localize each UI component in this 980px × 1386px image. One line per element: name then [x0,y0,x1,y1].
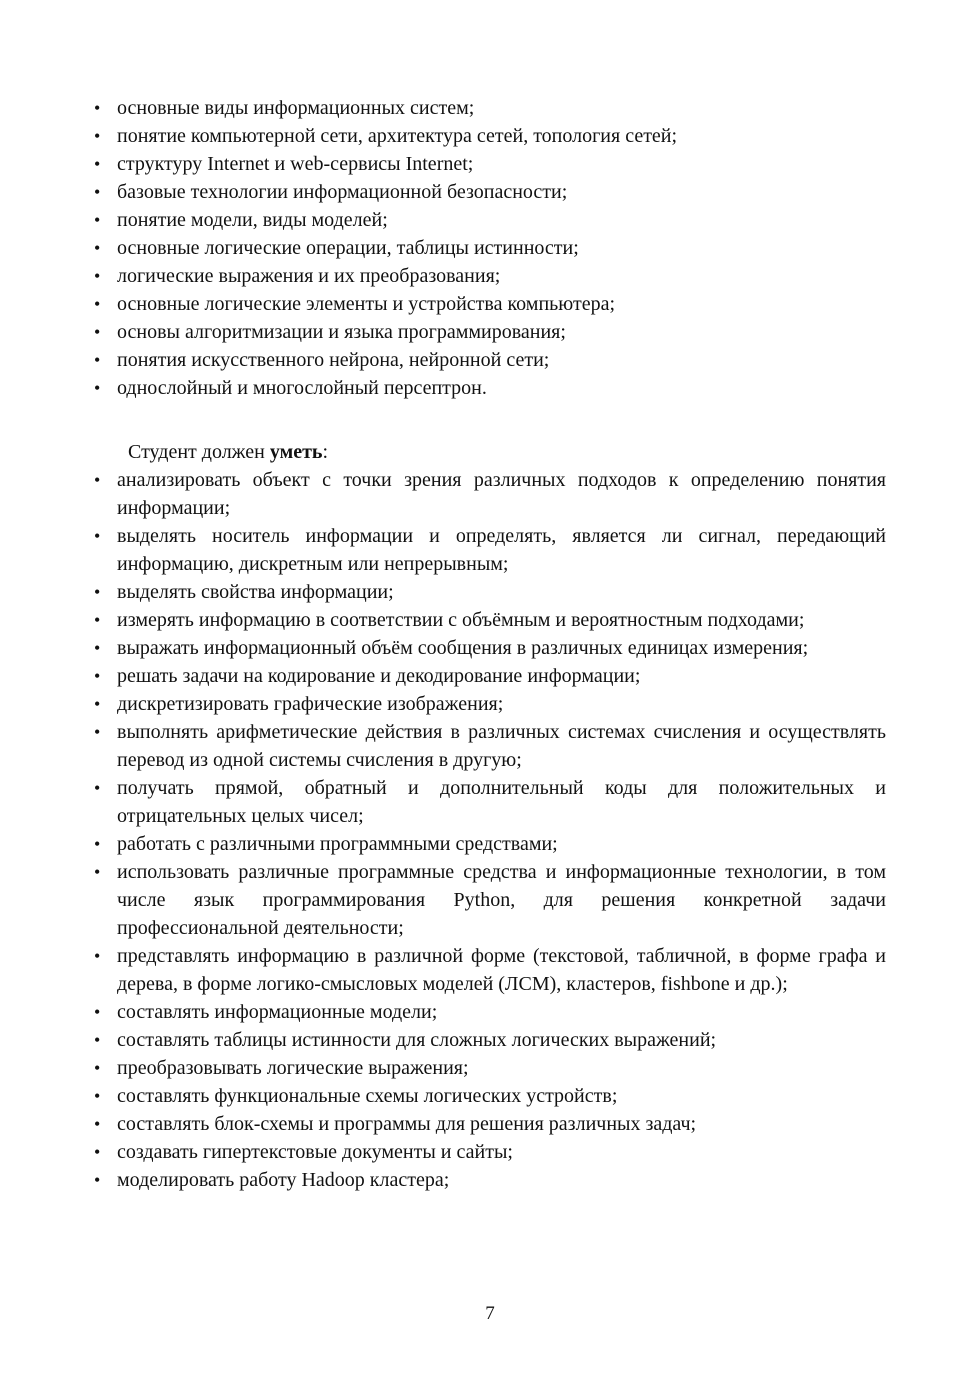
bullet-icon: • [94,862,101,882]
bullet-icon: • [94,470,101,490]
list-item: • понятие модели, виды моделей; [92,206,886,234]
section-gap [92,402,886,438]
bullet-icon: • [94,1030,101,1050]
bullet-icon: • [94,238,101,258]
list-item: • измерять информацию в соответствии с объёмным и вероятностным подходами; [92,606,886,634]
bullet-icon: • [94,526,101,546]
list-item: • однослойный и многослойный персептрон. [92,374,886,402]
list-item: • создавать гипертекстовые документы и сайты; [92,1138,886,1166]
list-item: • основные логические операции, таблицы истинности; [92,234,886,262]
list-item: • дискретизировать графические изображения; [92,690,886,718]
list-item: • работать с различными программными средствами; [92,830,886,858]
bullet-icon: • [94,834,101,854]
bullet-icon: • [94,722,101,742]
list-item: • получать прямой, обратный и дополнительный коды для положительных и отрицательных целых чисел; [92,774,886,830]
list-item: • понятия искусственного нейрона, нейронной сети; [92,346,886,374]
page-number: 7 [485,1303,495,1324]
bullet-icon: • [94,1058,101,1078]
list-item: • представлять информацию в различной форме (текстовой, табличной, в форме графа и дерева, в форме логико-смысловых моделей (ЛСМ), кластеров, fishbone и др.); [92,942,886,998]
list-item: • выделять свойства информации; [92,578,886,606]
bullet-icon: • [94,154,101,174]
list-item: • составлять информационные модели; [92,998,886,1026]
skills-heading: Студент должен уметь: [128,441,329,463]
bullet-icon: • [94,666,101,686]
list-item: • составлять таблицы истинности для сложных логических выражений; [92,1026,886,1054]
list-item: • выполнять арифметические действия в различных системах счисления и осуществлять перевод из одной системы счисления в другую; [92,718,886,774]
bullet-icon: • [94,638,101,658]
list-item: • составлять функциональные схемы логических устройств; [92,1082,886,1110]
knowledge-list [92,94,886,402]
skills-heading-bold: уметь [269,441,323,463]
bullet-icon: • [94,98,101,118]
bullet-icon: • [94,1086,101,1106]
bullet-icon: • [94,294,101,314]
bullet-icon: • [94,582,101,602]
list-item: • выделять носитель информации и определять, является ли сигнал, передающий информацию, дискретным или непрерывным; [92,522,886,578]
list-item: • моделировать работу Hadoop кластера; [92,1166,886,1194]
bullet-icon: • [94,778,101,798]
list-item: • составлять блок-схемы и программы для решения различных задач; [92,1110,886,1138]
bullet-icon: • [94,610,101,630]
list-item: • преобразовывать логические выражения; [92,1054,886,1082]
bullet-icon: • [94,126,101,146]
bullet-icon: • [94,1142,101,1162]
bullet-icon: • [94,1170,101,1190]
list-item: • логические выражения и их преобразования; [92,262,886,290]
bullet-icon: • [94,1002,101,1022]
list-item: • основы алгоритмизации и языка программирования; [92,318,886,346]
list-item: • основные логические элементы и устройства компьютера; [92,290,886,318]
bullet-icon: • [94,378,101,398]
bullet-icon: • [94,350,101,370]
list-item: • использовать различные программные средства и информационные технологии, в том числе язык программирования Python, для решения конкретной задачи профессиональной деятельности; [92,858,886,942]
bullet-icon: • [94,946,101,966]
bullet-icon: • [94,322,101,342]
list-item: • выражать информационный объём сообщения в различных единицах измерения; [92,634,886,662]
list-item: • понятие компьютерной сети, архитектура сетей, топология сетей; [92,122,886,150]
bullet-icon: • [94,182,101,202]
list-item: • базовые технологии информационной безопасности; [92,178,886,206]
list-item: • анализировать объект с точки зрения различных подходов к определению понятия информации; [92,466,886,522]
bullet-icon: • [94,694,101,714]
list-item: • решать задачи на кодирование и декодирование информации; [92,662,886,690]
bullet-icon: • [94,266,101,286]
page-content [92,94,886,1194]
bullet-icon: • [94,210,101,230]
bullet-icon: • [94,1114,101,1134]
list-item: • основные виды информационных систем; [92,94,886,122]
skills-list [92,466,886,1194]
list-item: • структуру Internet и web-сервисы Internet; [92,150,886,178]
